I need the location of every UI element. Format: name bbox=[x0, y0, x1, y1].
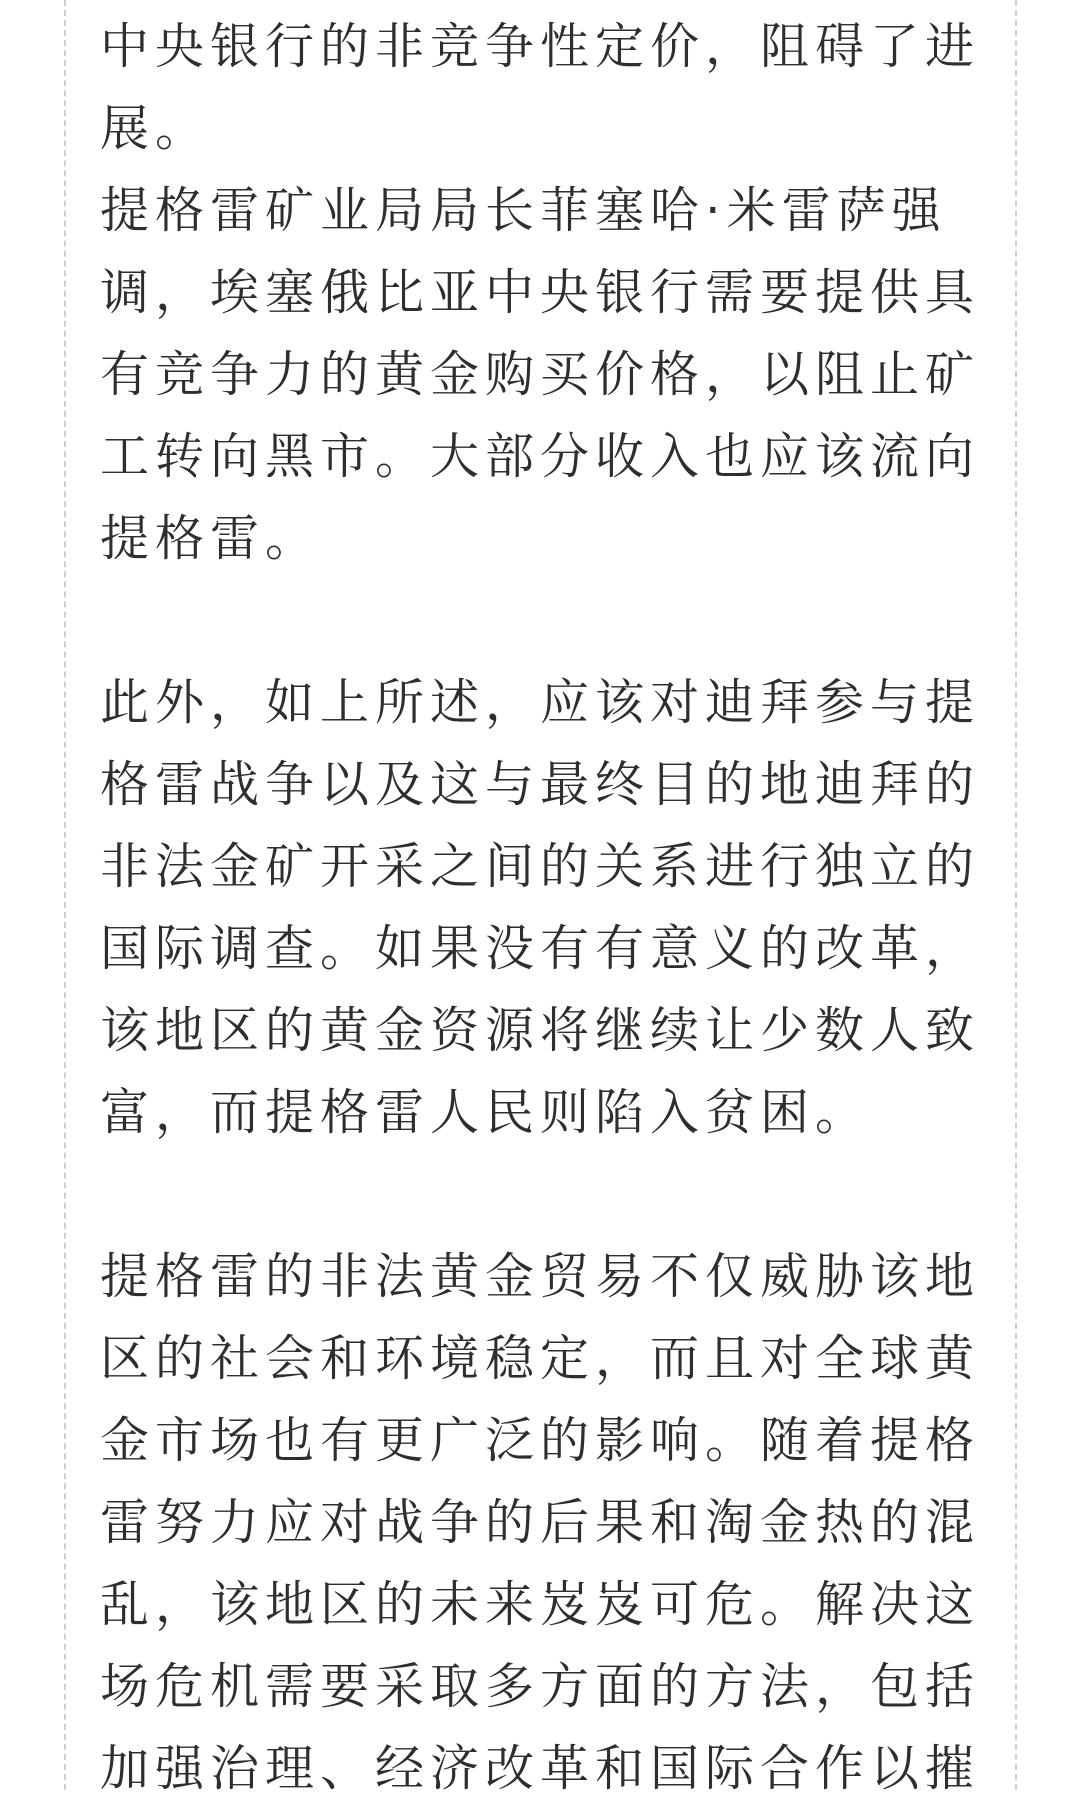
text-line: 展。 bbox=[100, 100, 211, 157]
paragraph-global-impact bbox=[100, 1236, 990, 1794]
text-line: 雷努力应对战争的后果和淘金热的混 bbox=[100, 1494, 981, 1551]
text-line: 区的社会和环境稳定，而且对全球黄 bbox=[100, 1330, 981, 1387]
paragraph-investigation bbox=[100, 662, 990, 1154]
text-line: 国际调查。如果没有有意义的改革， bbox=[100, 920, 981, 977]
text-line: 提格雷矿业局局长菲塞哈·米雷萨强 bbox=[100, 182, 947, 239]
text-line: 提格雷。 bbox=[100, 510, 321, 567]
text-line: 工转向黑市。大部分收入也应该流向 bbox=[100, 428, 981, 485]
text-line: 调，埃塞俄比亚中央银行需要提供具 bbox=[100, 264, 981, 321]
text-line: 此外，如上所述，应该对迪拜参与提 bbox=[100, 674, 981, 731]
text-line: 格雷战争以及这与最终目的地迪拜的 bbox=[100, 756, 981, 813]
text-line: 场危机需要采取多方面的方法，包括 bbox=[100, 1658, 981, 1715]
paragraph-spacer bbox=[100, 1154, 990, 1236]
text-line: 中央银行的非竞争性定价，阻碍了进 bbox=[100, 18, 981, 75]
text-line: 有竞争力的黄金购买价格，以阻止矿 bbox=[100, 346, 981, 403]
text-line: 该地区的黄金资源将继续让少数人致 bbox=[100, 1002, 981, 1059]
paragraph-spacer bbox=[100, 580, 990, 662]
text-line: 非法金矿开采之间的关系进行独立的 bbox=[100, 838, 981, 895]
text-line: 乱，该地区的未来岌岌可危。解决这 bbox=[100, 1576, 981, 1633]
text-line: 加强治理、经济改革和国际合作以摧 bbox=[100, 1740, 981, 1794]
text-line: 富，而提格雷人民则陷入贫困。 bbox=[100, 1084, 871, 1141]
paragraph-gold-pricing bbox=[100, 6, 990, 580]
text-line: 提格雷的非法黄金贸易不仅威胁该地 bbox=[100, 1248, 981, 1305]
text-line: 金市场也有更广泛的影响。随着提格 bbox=[100, 1412, 981, 1469]
article-body bbox=[100, 6, 990, 1794]
